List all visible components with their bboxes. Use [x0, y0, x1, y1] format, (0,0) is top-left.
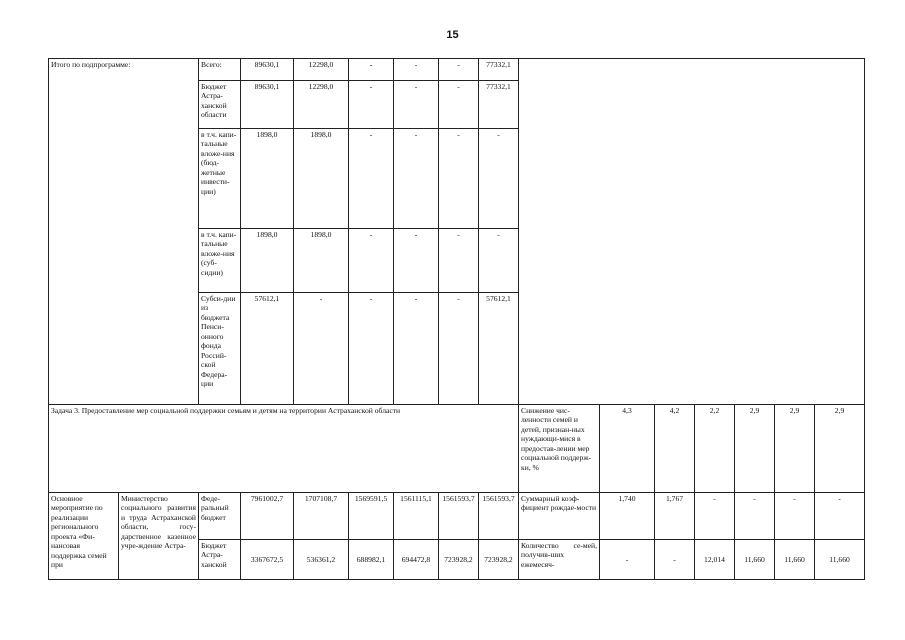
indicator-value: -	[735, 493, 775, 540]
executor-cell: Министерство социального развития и труда Астраханской области, госу-дарственное казенное учре-ждение Астра-	[119, 493, 199, 580]
indicator-value: 1,767	[655, 493, 695, 540]
value-cell: 77332,1	[479, 59, 519, 81]
source-cell: Субси-дии из бюджета Пенси-онного фонда Россий-ской Федера-ции	[199, 293, 241, 405]
value-cell: -	[439, 293, 479, 405]
value-cell: -	[479, 229, 519, 293]
subprogram-table	[48, 58, 865, 580]
value-cell: 57612,1	[241, 293, 294, 405]
value-cell: 89630,1	[241, 81, 294, 129]
value-cell: 1898,0	[294, 229, 349, 293]
indicator-value: -	[695, 493, 735, 540]
indicator-value: -	[600, 540, 655, 580]
value-cell: 12298,0	[294, 59, 349, 81]
indicator-value: 12,014	[695, 540, 735, 580]
value-cell: 57612,1	[479, 293, 519, 405]
value-cell: -	[349, 129, 394, 229]
empty-indicator-area	[519, 59, 865, 405]
value-cell: -	[394, 229, 439, 293]
value-cell: 1561115,1	[394, 493, 439, 540]
value-cell: 12298,0	[294, 81, 349, 129]
indicator-value: 1,740	[600, 493, 655, 540]
value-cell: 688982,1	[349, 540, 394, 580]
value-cell: 7961002,7	[241, 493, 294, 540]
measure-label: Основное мероприятие по реализации регионального проекта «Фи-нансовая поддержка семей при	[49, 493, 119, 580]
indicator-cell: Снижение чис-ленности семей и детей, признан-ных нуждающи-мися в предостав-лении мер социальной поддерж-ки, %	[519, 405, 600, 493]
source-cell: Всего:	[199, 59, 241, 81]
value-cell: 1561593,7	[439, 493, 479, 540]
value-cell: 694472,8	[394, 540, 439, 580]
source-cell: Бюджет Астра-ханской области	[199, 81, 241, 129]
value-cell: -	[479, 129, 519, 229]
value-cell: 1898,0	[241, 229, 294, 293]
indicator-value: -	[655, 540, 695, 580]
indicator-value: 11,660	[815, 540, 865, 580]
value-cell: -	[439, 81, 479, 129]
value-cell: 89630,1	[241, 59, 294, 81]
indicator-value: -	[815, 493, 865, 540]
value-cell: -	[349, 59, 394, 81]
indicator-value: 11,660	[775, 540, 815, 580]
value-cell: 723928,2	[479, 540, 519, 580]
source-cell: Феде-ральный бюджет	[199, 493, 241, 540]
value-cell: -	[439, 129, 479, 229]
value-cell: 77332,1	[479, 81, 519, 129]
value-cell: 1569591,5	[349, 493, 394, 540]
value-cell: -	[439, 229, 479, 293]
value-cell: -	[394, 129, 439, 229]
indicator-value: 2,9	[735, 405, 775, 493]
value-cell: 1898,0	[294, 129, 349, 229]
value-cell: -	[349, 229, 394, 293]
indicator-value: 4,2	[655, 405, 695, 493]
task-label: Задача 3. Предоставление мер социальной поддержки семьям и детям на территории Астраханской области	[49, 405, 519, 493]
source-cell: в т.ч. капи-тальные вложе-ния (суб-сидии)	[199, 229, 241, 293]
value-cell: -	[349, 293, 394, 405]
table-row	[49, 59, 865, 81]
value-cell: 1707108,7	[294, 493, 349, 540]
subtotal-label: Итого по подпрограмме:	[49, 59, 199, 405]
value-cell: 1898,0	[241, 129, 294, 229]
value-cell: -	[349, 81, 394, 129]
value-cell: -	[439, 59, 479, 81]
indicator-value: -	[775, 493, 815, 540]
indicator-cell: Суммарный коэф-фициент рождае-мости	[519, 493, 600, 540]
value-cell: 723928,2	[439, 540, 479, 580]
page-number: 15	[446, 29, 459, 41]
table-row	[49, 405, 865, 493]
indicator-value: 4,3	[600, 405, 655, 493]
table-row	[49, 493, 865, 540]
value-cell: 3367672,5	[241, 540, 294, 580]
value-cell: 536361,2	[294, 540, 349, 580]
value-cell: 1561593,7	[479, 493, 519, 540]
source-cell: в т.ч. капи-тальные вложе-ния (бюд-жетные инвести-ции)	[199, 129, 241, 229]
value-cell: -	[394, 293, 439, 405]
value-cell: -	[294, 293, 349, 405]
indicator-value: 2,9	[775, 405, 815, 493]
indicator-value: 2,9	[815, 405, 865, 493]
indicator-value: 2,2	[695, 405, 735, 493]
value-cell: -	[394, 81, 439, 129]
indicator-cell: Количество се-мей, получив-ших ежемесяч-	[519, 540, 600, 580]
value-cell: -	[394, 59, 439, 81]
indicator-value: 11,660	[735, 540, 775, 580]
source-cell: Бюджет Астра-ханской	[199, 540, 241, 580]
